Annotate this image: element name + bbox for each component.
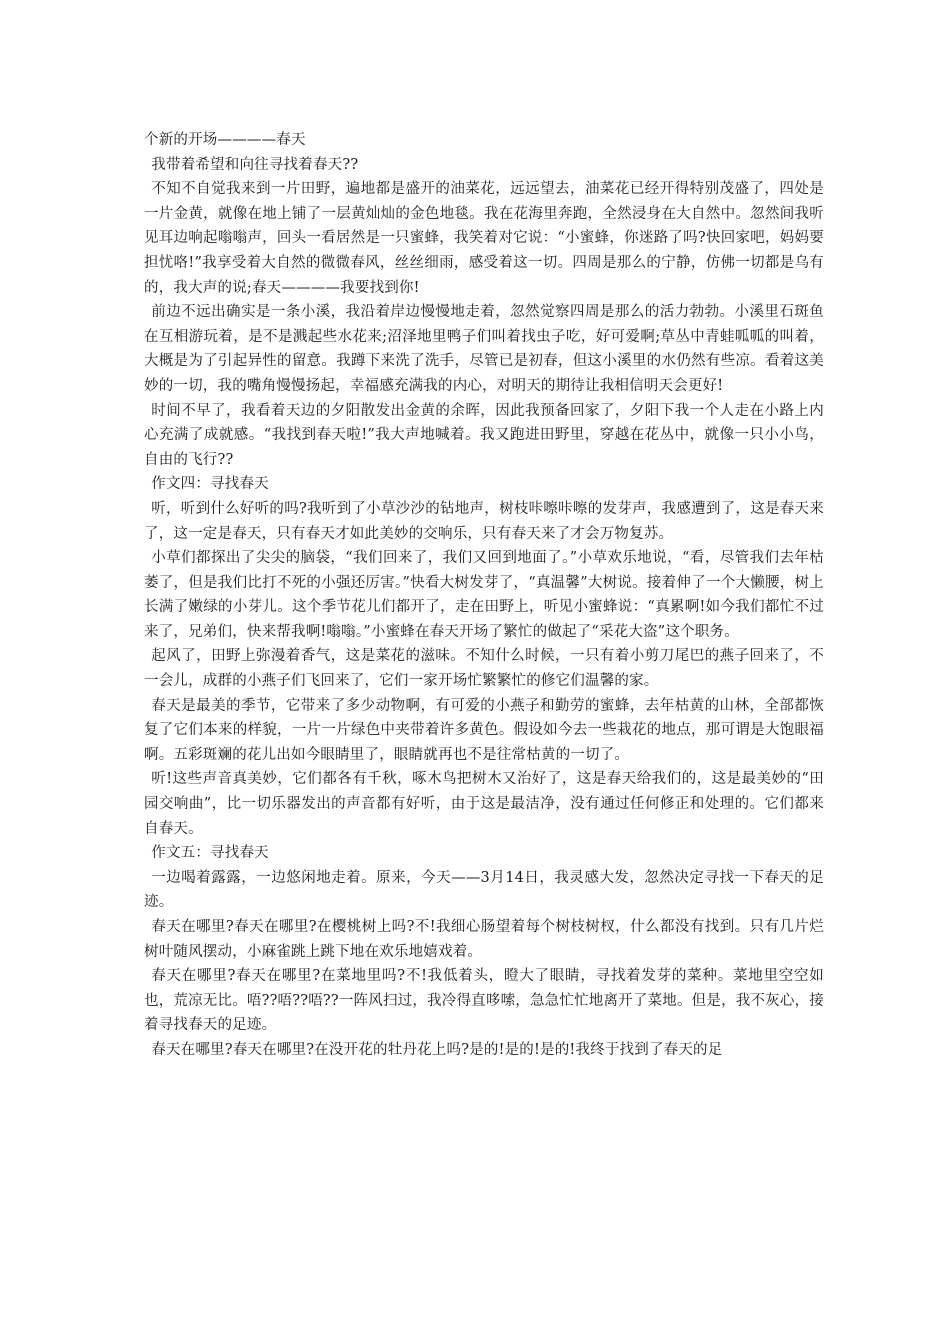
paragraph: 小草们都探出了尖尖的脑袋，“我们回来了，我们又回到地面了。”小草欢乐地说，“看，尽管我们去年枯萎了，但是我们比打不死的小强还厉害。”快看大树发芽了，“真温馨”大树说。接着伸了一个大懒腰，树上长满了嫩绿的小芽儿。这个季节花儿们都开了，走在田野上，听见小蜜蜂说：“真累啊!如今我们都忙不过来了，兄弟们，快来帮我啊!嗡嗡。”小蜜蜂在春天开场了繁忙的做起了“采花大盗”这个职务。 — [144, 550, 824, 640]
paragraph-heading-fragment: 个新的开场————春天 — [144, 132, 306, 148]
paragraph: 起风了，田野上弥漫着香气，这是菜花的滋味。不知什么时候，一只有着小剪刀尾巴的燕子回来了，不一会儿，成群的小燕子们飞回来了，它们一家开场忙繁繁忙的修它们温馨的家。 — [144, 648, 824, 690]
paragraph: 不知不自觉我来到一片田野，遍地都是盛开的油菜花，远远望去，油菜花已经开得特别茂盛了，四处是一片金黄，就像在地上铺了一层黄灿灿的金色地毯。我在花海里奔跑，全然浸身在大自然中。忽然间我听见耳边响起嗡嗡声，回头一看居然是一只蜜蜂，我笑着对它说：“小蜜蜂，你迷路了吗?快回家吧，妈妈要担忧咯!”我享受着大自然的微微春风，丝丝细雨，感受着这一切。四周是那么的宁静，仿佛一切都是乌有的，我大声的说;春天————我要找到你! — [144, 181, 824, 296]
paragraph: 时间不早了，我看着天边的夕阳散发出金黄的余晖，因此我预备回家了，夕阳下我一个人走在小路上内心充满了成就感。“我找到春天啦!”我大声地喊着。我又跑进田野里，穿越在花丛中，就像一只小小鸟，自由的飞行?? — [144, 402, 824, 468]
paragraph: 听，听到什么好听的吗?我听到了小草沙沙的钻地声，树枝咔嚓咔嚓的发芽声，我感遭到了，这是春天来了，这一定是春天，只有春天才如此美妙的交响乐，只有春天来了才会万物复苏。 — [144, 500, 824, 542]
document-body — [144, 128, 824, 1063]
paragraph: 春天是最美的季节，它带来了多少动物啊，有可爱的小燕子和勤劳的蜜蜂，去年枯黄的山林，全部都恢复了它们本来的样貌，一片一片绿色中夹带着许多黄色。假设如今去一些栽花的地点，那可谓是大饱眼福啊。五彩斑斓的花儿出如今眼睛里了，眼睛就再也不是往常枯黄的一切了。 — [144, 697, 824, 763]
paragraph: 前边不远出确实是一条小溪，我沿着岸边慢慢地走着，忽然觉察四周是那么的活力勃勃。小溪里石斑鱼在互相游玩着，是不是溅起些水花来;沼泽地里鸭子们叫着找虫子吃，好可爱啊;草丛中青蛙呱呱的叫着，大概是为了引起异性的留意。我蹲下来洗了洗手，尽管已是初春，但这小溪里的水仍然有些凉。看着这美妙的一切，我的嘴角慢慢扬起，幸福感充满我的内心，对明天的期待让我相信明天会更好! — [144, 304, 824, 394]
paragraph: 春天在哪里?春天在哪里?在菜地里吗?不!我低着头，瞪大了眼睛，寻找着发芽的菜种。菜地里空空如也，荒凉无比。唔??唔??唔??一阵风扫过，我冷得直哆嗦，急急忙忙地离开了菜地。但是，我不灰心，接着寻找春天的足迹。 — [144, 968, 824, 1034]
paragraph: 春天在哪里?春天在哪里?在没开花的牡丹花上吗?是的!是的!是的!我终于找到了春天的足 — [151, 1041, 723, 1058]
paragraph: 一边喝着露露，一边悠闲地走着。原来，今天——3月14日，我灵感大发，忽然决定寻找一下春天的足迹。 — [144, 869, 824, 911]
paragraph: 我带着希望和向往寻找着春天?? — [151, 156, 359, 173]
section-heading: 作文四：寻找春天 — [151, 476, 269, 493]
paragraph: 春天在哪里?春天在哪里?在樱桃树上吗?不!我细心肠望着每个树枝树杈，什么都没有找到。只有几片烂树叶随风摆动，小麻雀跳上跳下地在欢乐地嬉戏着。 — [144, 919, 824, 960]
section-heading: 作文五：寻找春天 — [151, 845, 269, 862]
paragraph: 听!这些声音真美妙，它们都各有千秋，啄木鸟把树木又治好了，这是春天给我们的，这是最美妙的“田园交响曲”，比一切乐器发出的声音都有好听，由于这是最洁净，没有通过任何修正和处理的。它们都来自春天。 — [144, 771, 824, 837]
